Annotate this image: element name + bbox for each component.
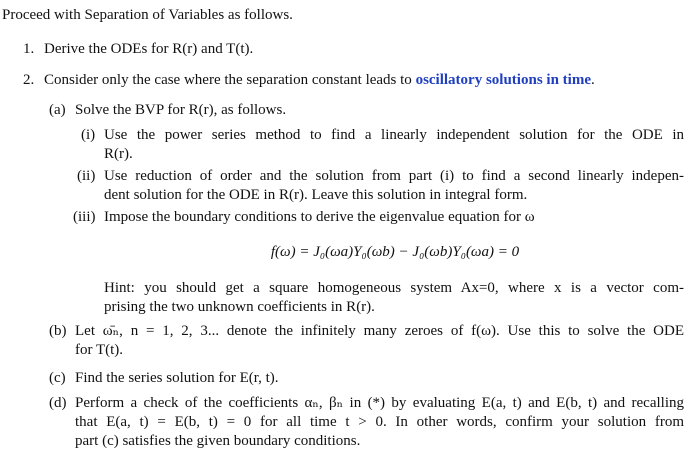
part-i-line2: R(r). bbox=[104, 146, 133, 162]
part-ii-label: (ii) bbox=[77, 168, 96, 184]
item-2-text-after: . bbox=[590, 72, 595, 88]
part-i-line1: Use the power series method to find a linearly independent solution for the ODE in bbox=[104, 127, 684, 143]
item-2-text bbox=[44, 71, 595, 90]
subitem-d-line1: Perform a check of the coefficients αₙ, βₙ in (*) by evaluating E(a, t) and E(b, t) and recalling bbox=[75, 395, 684, 411]
subitem-b-line2: for T(t). bbox=[75, 342, 124, 358]
subitem-d-line2: that E(a, t) = E(b, t) = 0 for all time t > 0. In other words, confirm your solution from bbox=[75, 414, 684, 430]
item-1-text: Derive the ODEs for R(r) and T(t). bbox=[44, 41, 254, 57]
item-2-number: 2. bbox=[23, 72, 35, 88]
subitem-a-label: (a) bbox=[49, 102, 66, 118]
part-iii-label: (iii) bbox=[73, 209, 96, 225]
item-2-highlight: oscillatory solutions in time bbox=[415, 72, 591, 88]
subitem-b-label: (b) bbox=[49, 323, 67, 339]
subitem-b-line1: Let ω̄ₙ, n = 1, 2, 3... denote the infinitely many zeroes of f(ω). Use this to solve the ODE bbox=[75, 323, 684, 339]
subitem-c-label: (c) bbox=[49, 370, 66, 386]
subitem-d-label: (d) bbox=[49, 395, 67, 411]
subitem-a-text: Solve the BVP for R(r), as follows. bbox=[75, 102, 287, 118]
hint-line2: prising the two unknown coefficients in R(r). bbox=[104, 299, 375, 315]
subitem-c-text: Find the series solution for E(r, t). bbox=[75, 370, 279, 386]
item-2-text-before: Consider only the case where the separation constant leads to bbox=[44, 72, 412, 88]
part-ii-line2: dent solution for the ODE in R(r). Leave this solution in integral form. bbox=[104, 187, 528, 203]
subitem-d-line3: part (c) satisfies the given boundary conditions. bbox=[75, 433, 361, 449]
eigenvalue-equation: f(ω) = J₀(ωa)Y₀(ωb) − J₀(ωb)Y₀(ωa) = 0 bbox=[270, 244, 520, 260]
part-iii-line1: Impose the boundary conditions to derive the eigenvalue equation for ω bbox=[104, 209, 535, 225]
hint-line1: Hint: you should get a square homogeneous system Ax=0, where x is a vector com- bbox=[104, 280, 684, 296]
intro-text: Proceed with Separation of Variables as follows. bbox=[2, 7, 293, 23]
item-1-number: 1. bbox=[23, 41, 35, 57]
part-ii-line1: Use reduction of order and the solution from part (i) to find a second linearly indepen- bbox=[104, 168, 684, 184]
part-i-label: (i) bbox=[81, 127, 96, 143]
